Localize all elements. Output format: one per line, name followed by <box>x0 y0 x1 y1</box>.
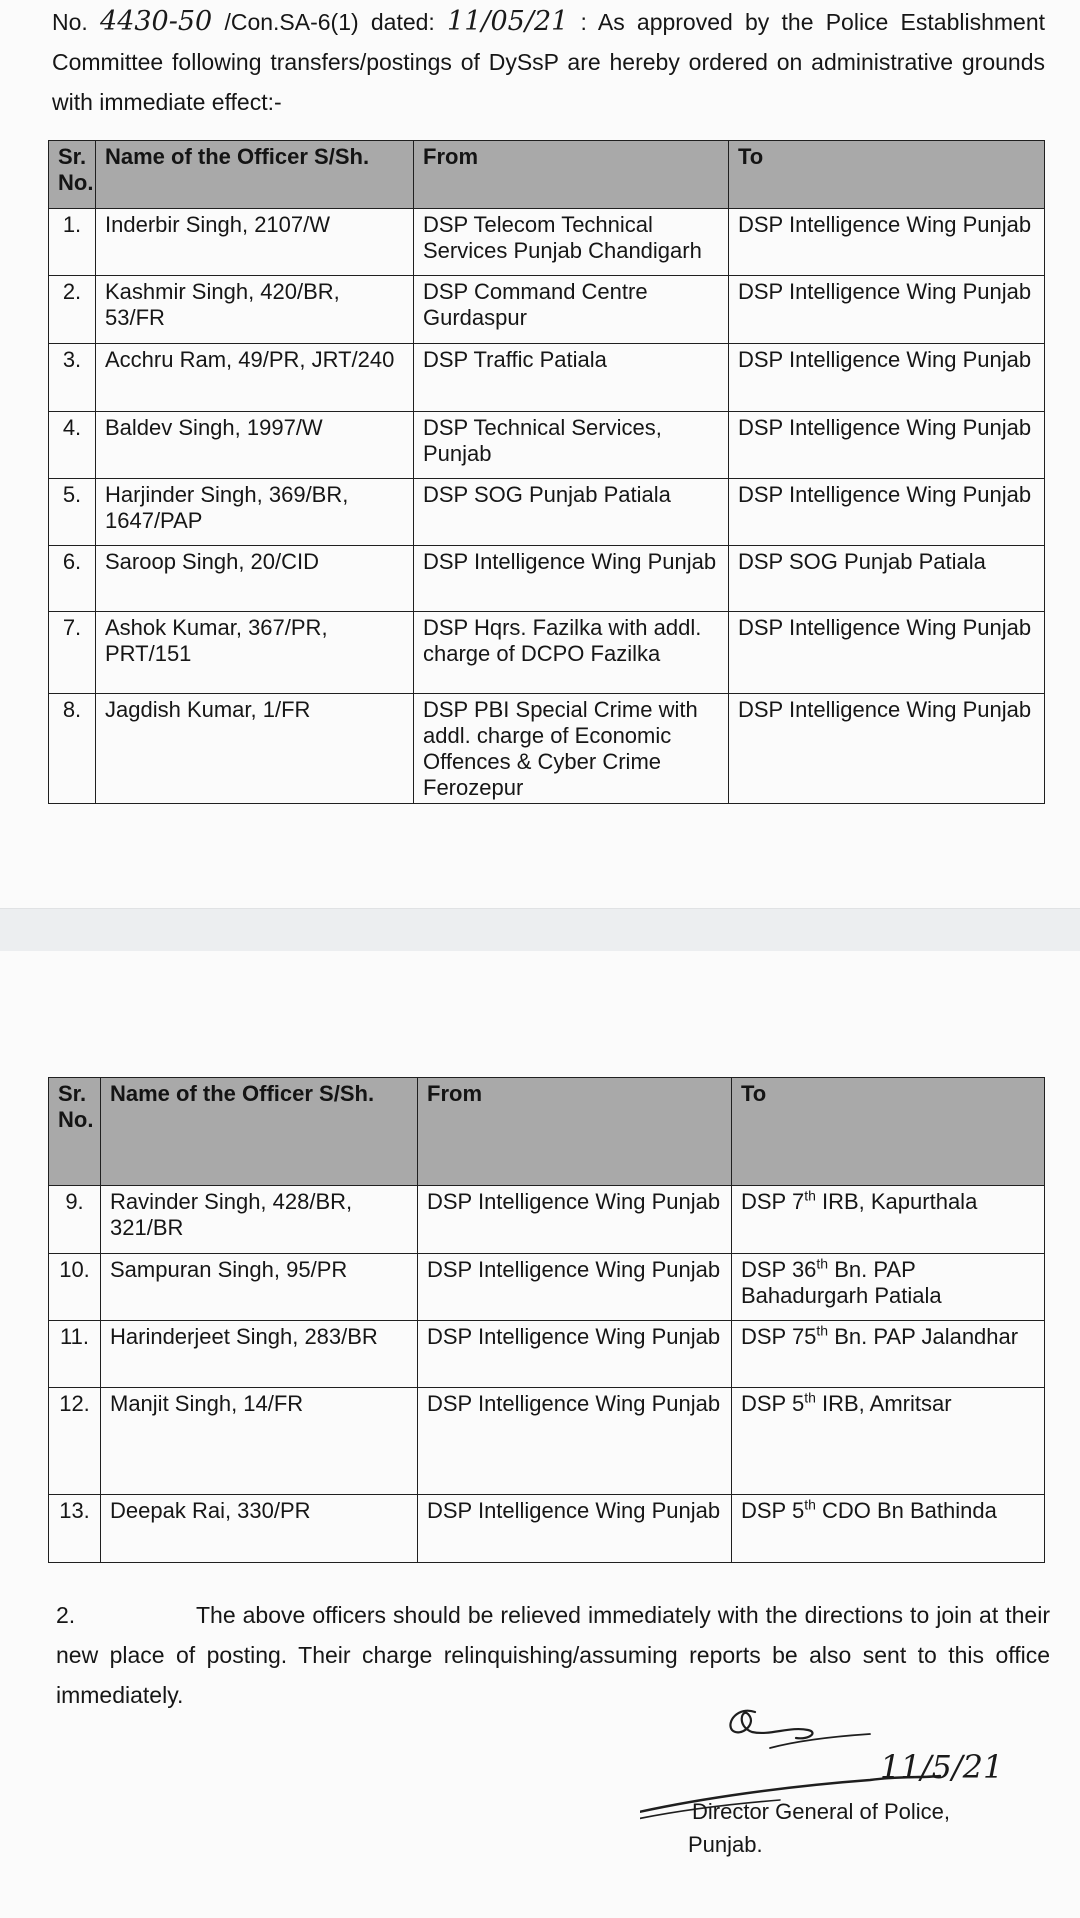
ordinal-suffix: th <box>816 1322 829 1339</box>
cell-sr: 3. <box>49 344 96 412</box>
table-row <box>49 612 1045 694</box>
to-text: DSP 5 <box>741 1498 805 1523</box>
order-no-label: No. <box>52 9 88 35</box>
cell-name: Kashmir Singh, 420/BR, 53/FR <box>96 276 414 344</box>
table-row <box>49 1495 1045 1563</box>
document-page-1 <box>0 0 1080 908</box>
transfer-table-page-2 <box>48 1077 1045 1563</box>
to-text: IRB, Kapurthala <box>815 1189 978 1214</box>
signatory-designation: Director General of Police, <box>692 1799 950 1824</box>
signature-date: 11/5/21 <box>880 1748 1004 1786</box>
table-row <box>49 276 1045 344</box>
cell-sr: 1. <box>49 209 96 276</box>
cell-to <box>732 1495 1045 1563</box>
cell-name: Baldev Singh, 1997/W <box>96 412 414 479</box>
cell-sr: 11. <box>49 1321 101 1388</box>
cell-sr: 8. <box>49 694 96 804</box>
ordinal-suffix: th <box>804 1496 816 1513</box>
table-row <box>49 412 1045 479</box>
cell-sr: 2. <box>49 276 96 344</box>
cell-from: DSP Traffic Patiala <box>414 344 729 412</box>
cell-from: DSP Intelligence Wing Punjab <box>418 1254 732 1321</box>
cell-to: DSP SOG Punjab Patiala <box>729 546 1045 612</box>
table-row <box>49 209 1045 276</box>
cell-sr: 6. <box>49 546 96 612</box>
cell-name: Harinderjeet Singh, 283/BR <box>101 1321 418 1388</box>
header-sr-no: Sr. No. <box>49 141 96 209</box>
order-intro-paragraph <box>52 2 1045 122</box>
cell-to: DSP Intelligence Wing Punjab <box>729 276 1045 344</box>
cell-name: Inderbir Singh, 2107/W <box>96 209 414 276</box>
to-text: IRB, Amritsar <box>815 1391 952 1416</box>
handwritten-order-number: 4430-50 <box>100 6 213 37</box>
table-header-row <box>49 141 1045 209</box>
table-row <box>49 694 1045 804</box>
ordinal-suffix: th <box>804 1187 816 1204</box>
to-text: DSP 36 <box>741 1257 817 1282</box>
cell-name: Manjit Singh, 14/FR <box>101 1388 418 1495</box>
table-row <box>49 1388 1045 1495</box>
to-text: Bn. PAP Jalandhar <box>828 1324 1019 1349</box>
cell-from: DSP Technical Services, Punjab <box>414 412 729 479</box>
cell-to <box>732 1321 1045 1388</box>
signatory-place: Punjab. <box>688 1832 763 1857</box>
cell-name: Harjinder Singh, 369/BR, 1647/PAP <box>96 479 414 546</box>
header-to: To <box>732 1078 1045 1186</box>
cell-sr: 9. <box>49 1186 101 1254</box>
cell-to: DSP Intelligence Wing Punjab <box>729 344 1045 412</box>
transfer-table-page-1 <box>48 140 1045 804</box>
cell-sr: 4. <box>49 412 96 479</box>
cell-from: DSP SOG Punjab Patiala <box>414 479 729 546</box>
to-text: DSP 75 <box>741 1324 817 1349</box>
cell-from: DSP Intelligence Wing Punjab <box>418 1495 732 1563</box>
cell-from: DSP Hqrs. Fazilka with addl. charge of DCPO Fazilka <box>414 612 729 694</box>
cell-from: DSP PBI Special Crime with addl. charge of Economic Offences & Cyber Crime Ferozepur <box>414 694 729 804</box>
header-officer-name: Name of the Officer S/Sh. <box>96 141 414 209</box>
cell-name: Deepak Rai, 330/PR <box>101 1495 418 1563</box>
header-from: From <box>418 1078 732 1186</box>
cell-from: DSP Telecom Technical Services Punjab Chandigarh <box>414 209 729 276</box>
header-officer-name: Name of the Officer S/Sh. <box>101 1078 418 1186</box>
cell-name: Ashok Kumar, 367/PR, PRT/151 <box>96 612 414 694</box>
cell-name: Sampuran Singh, 95/PR <box>101 1254 418 1321</box>
cell-sr: 12. <box>49 1388 101 1495</box>
cell-name: Jagdish Kumar, 1/FR <box>96 694 414 804</box>
ordinal-suffix: th <box>816 1255 829 1272</box>
table-row <box>49 344 1045 412</box>
header-from: From <box>414 141 729 209</box>
cell-sr: 10. <box>49 1254 101 1321</box>
table-row <box>49 1254 1045 1321</box>
handwritten-order-date: 11/05/21 <box>447 6 569 37</box>
cell-to <box>732 1254 1045 1321</box>
cell-from: DSP Intelligence Wing Punjab <box>418 1321 732 1388</box>
cell-to <box>732 1186 1045 1254</box>
cell-from: DSP Intelligence Wing Punjab <box>414 546 729 612</box>
cell-to: DSP Intelligence Wing Punjab <box>729 694 1045 804</box>
page-separator <box>0 908 1080 952</box>
order-intro-text: : As approved by the Police Establishment Committee following transfers/postings of DySsP are hereby ordered on administrative grounds with immediate effect:- <box>52 9 1046 115</box>
cell-sr: 7. <box>49 612 96 694</box>
cell-name: Ravinder Singh, 428/BR, 321/BR <box>101 1186 418 1254</box>
cell-from: DSP Command Centre Gurdaspur <box>414 276 729 344</box>
cell-to: DSP Intelligence Wing Punjab <box>729 412 1045 479</box>
cell-from: DSP Intelligence Wing Punjab <box>418 1186 732 1254</box>
cell-from: DSP Intelligence Wing Punjab <box>418 1388 732 1495</box>
order-reference: /Con.SA-6(1) dated: <box>224 9 435 35</box>
table-row <box>49 479 1045 546</box>
table-row <box>49 546 1045 612</box>
cell-to: DSP Intelligence Wing Punjab <box>729 479 1045 546</box>
to-text: DSP 7 <box>741 1189 805 1214</box>
to-text: CDO Bn Bathinda <box>815 1498 997 1523</box>
cell-sr: 13. <box>49 1495 101 1563</box>
cell-to: DSP Intelligence Wing Punjab <box>729 209 1045 276</box>
cell-to: DSP Intelligence Wing Punjab <box>729 612 1045 694</box>
table-row <box>49 1321 1045 1388</box>
paragraph-2-text: The above officers should be relieved immediately with the directions to join at their new place of posting. Their charge relinquishing/assuming reports be also sent to this office immediately. <box>56 1602 1050 1708</box>
to-text: Bn. PAP Bahadurgarh Patiala <box>741 1257 942 1308</box>
table-row <box>49 1186 1045 1254</box>
to-text: DSP 5 <box>741 1391 805 1416</box>
cell-name: Acchru Ram, 49/PR, JRT/240 <box>96 344 414 412</box>
cell-sr: 5. <box>49 479 96 546</box>
header-to: To <box>729 141 1045 209</box>
paragraph-2-number: 2. <box>56 1602 76 1628</box>
cell-name: Saroop Singh, 20/CID <box>96 546 414 612</box>
table-header-row <box>49 1078 1045 1186</box>
document-page-2 <box>0 951 1080 1918</box>
header-sr-no: Sr. No. <box>49 1078 101 1186</box>
ordinal-suffix: th <box>804 1389 816 1406</box>
cell-to <box>732 1388 1045 1495</box>
